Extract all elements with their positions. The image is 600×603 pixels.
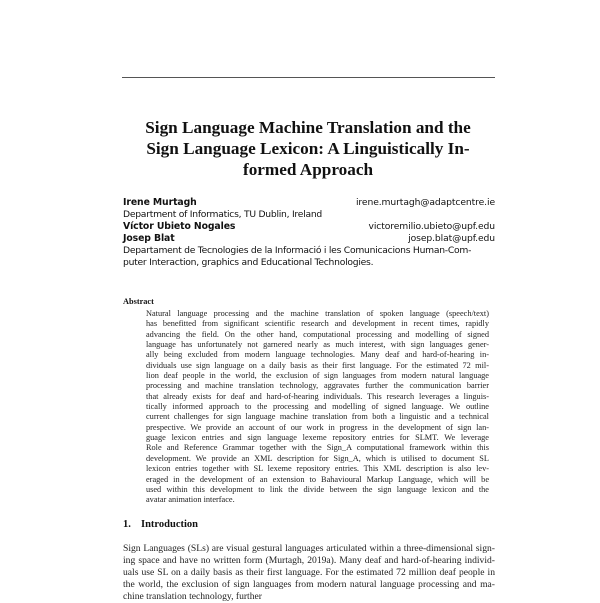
abstract-line: that already exists for deaf and hard-of-hearing individuals. This research leverages a linguis- [146,391,489,401]
abstract-body [146,309,489,506]
body-line: uals use SL on a daily basis as their first language. For the estimated 72 million deaf people in [123,566,495,578]
title-line: Sign Language Machine Translation and the [145,118,471,137]
abstract-line: advancing the field. On the other hand, computational processing and modelling of signed [146,329,489,339]
body-line: Sign Languages (SLs) are visual gestural languages articulated within a three-dimensional sign- [123,543,495,554]
abstract-line: has benefitted from significant scientific research and development in recent times, rapidly [146,319,489,329]
paper-title [110,117,506,180]
abstract-line: avatar animation interface. [146,495,235,505]
abstract-line: lion deaf people in the world, the exclusion of sign languages from modern natural language [146,371,489,381]
author-name: Irene Murtagh [123,197,197,208]
abstract-line: language has unfortunately not garnered nearly as much interest, with sign languages gener- [146,340,489,350]
author-affiliation: Department of Informatics, TU Dublin, Ireland [123,209,322,220]
author-name: Víctor Ubieto Nogales [123,221,236,232]
abstract-line: prespective. We provide an account of our work in progress in the development of sign lan- [146,422,489,432]
abstract-line: used within this development to link the divide between the sign language lexicon and the [146,484,489,494]
body-line: ing space and have no written form (Murtagh, 2019a). Many deaf and hard-of-hearing individ- [123,554,495,566]
author-affiliation: Departament de Tecnologies de la Informació i les Comunicacions Human-Com- [123,245,472,256]
author-email[interactable]: josep.blat@upf.edu [408,233,495,244]
author-block [123,197,495,269]
body-line: chine translation technology, further [123,590,262,602]
author-row [123,233,495,245]
title-line: Sign Language Lexicon: A Linguistically In- [146,139,470,158]
author-row [123,221,495,233]
section-number: 1. [123,519,131,530]
body-line: the world, the exclusion of sign languages from modern natural language processing and ma- [123,578,495,590]
abstract-line: current challenges for sign language machine translation from both a linguistic and a technical [146,412,489,422]
abstract-line: guage lexicon entries and sign language lexeme repository entries for SLMT. We leverage [146,433,489,443]
abstract-line: Role and Reference Grammar together with the Sign_A computational framework within this [146,443,489,453]
title-line: formed Approach [242,160,374,179]
abstract-line: processing and machine translation technology, aggravates further the communication barrier [146,381,489,391]
author-name: Josep Blat [123,233,175,244]
section-title: Introduction [141,519,198,530]
abstract-line: Natural language processing and the machine translation of spoken language (speech/text) [146,309,489,318]
section-heading [123,519,198,530]
abstract-heading: Abstract [123,297,154,306]
abstract-line: eraged in the development of an extension to Bahavioural Markup Language, which will be [146,474,489,484]
author-email[interactable]: victoremilio.ubieto@upf.edu [368,221,495,232]
abstract-line: development. We provide an XML description for Sign_A, which is utilised to document SL [146,453,489,463]
author-row [123,197,495,209]
abstract-line: ally being excluded from modern language technologies. Many deaf and hard-of-hearing in- [146,350,489,360]
author-email[interactable]: irene.murtagh@adaptcentre.ie [355,197,495,208]
section-body [123,543,495,603]
header-rule [122,77,495,78]
abstract-line: lexicon entries together with SL lexeme repository entries. This XML description is also lev- [146,464,489,474]
abstract-line: dividuals use sign language on a daily basis as their first language. For the estimated 72 mil- [146,360,489,370]
abstract-line: tically informed approach to the processing and modelling of signed language. We outline [146,402,489,412]
author-affiliation: puter Interaction, graphics and Educational Technologies. [123,257,374,268]
